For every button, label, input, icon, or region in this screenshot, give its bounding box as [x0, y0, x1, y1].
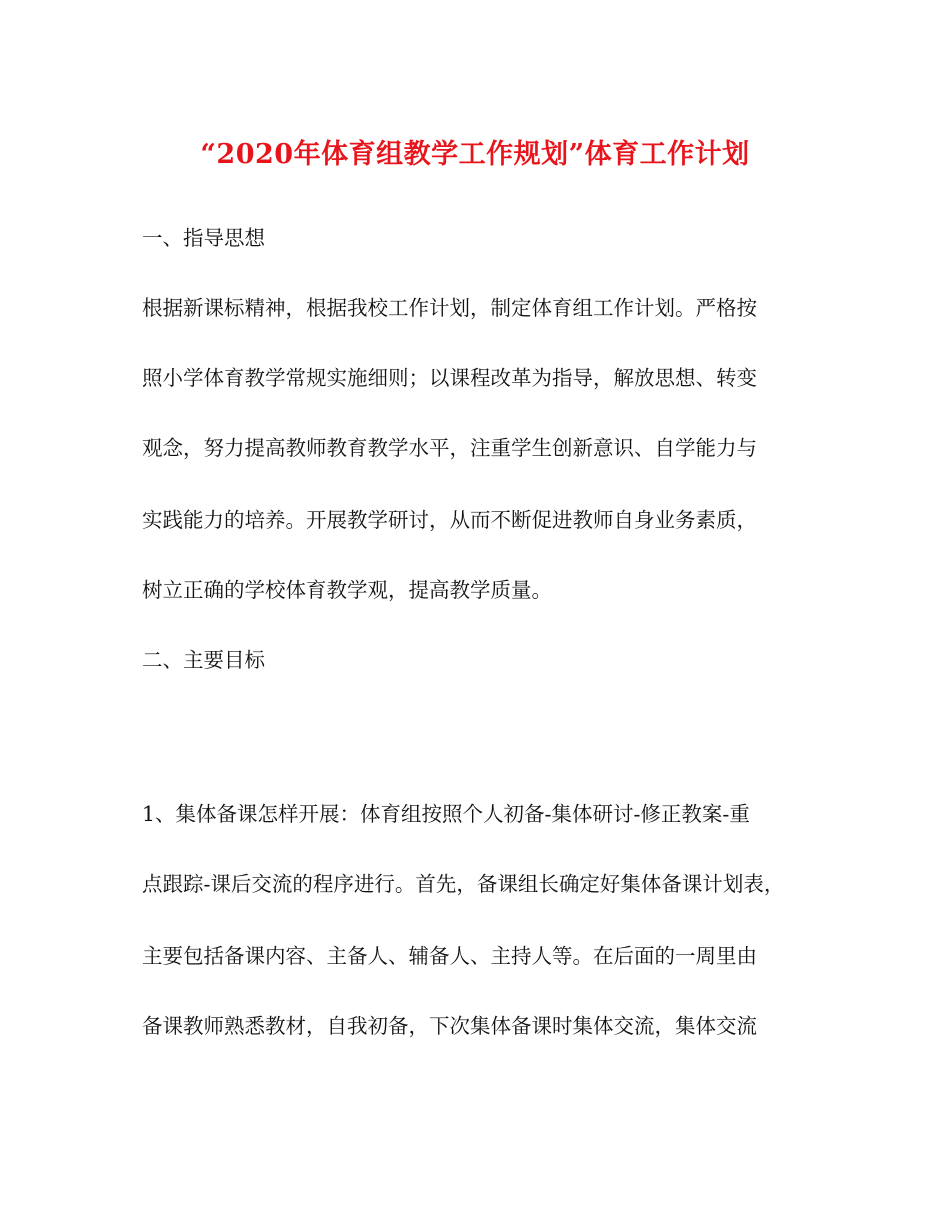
section-heading-main-goals: 二、主要目标 — [142, 648, 265, 672]
document-title: “2020年体育组教学工作规划”体育工作计划 — [200, 139, 750, 170]
paragraph-line: 树立正确的学校体育教学观，提高教学质量。 — [142, 578, 552, 602]
paragraph-line: 观念，努力提高教师教育教学水平，注重学生创新意识、自学能力与 — [142, 436, 757, 460]
paragraph-line: 照小学体育教学常规实施细则；以课程改革为指导，解放思想、转变 — [142, 366, 757, 390]
paragraph-line: 根据新课标精神，根据我校工作计划，制定体育组工作计划。严格按 — [142, 296, 757, 320]
section-heading-guiding-ideology: 一、指导思想 — [142, 226, 265, 250]
paragraph-line: 备课教师熟悉教材，自我初备，下次集体备课时集体交流，集体交流 — [142, 1014, 757, 1038]
paragraph-line: 点跟踪-课后交流的程序进行。首先，备课组长确定好集体备课计划表， — [142, 872, 785, 896]
paragraph-line: 实践能力的培养。开展教学研讨，从而不断促进教师自身业务素质， — [142, 508, 757, 532]
paragraph-line: 1、集体备课怎样开展：体育组按照个人初备-集体研讨-修正教案-重 — [142, 802, 750, 826]
paragraph-line: 主要包括备课内容、主备人、辅备人、主持人等。在后面的一周里由 — [142, 944, 757, 968]
